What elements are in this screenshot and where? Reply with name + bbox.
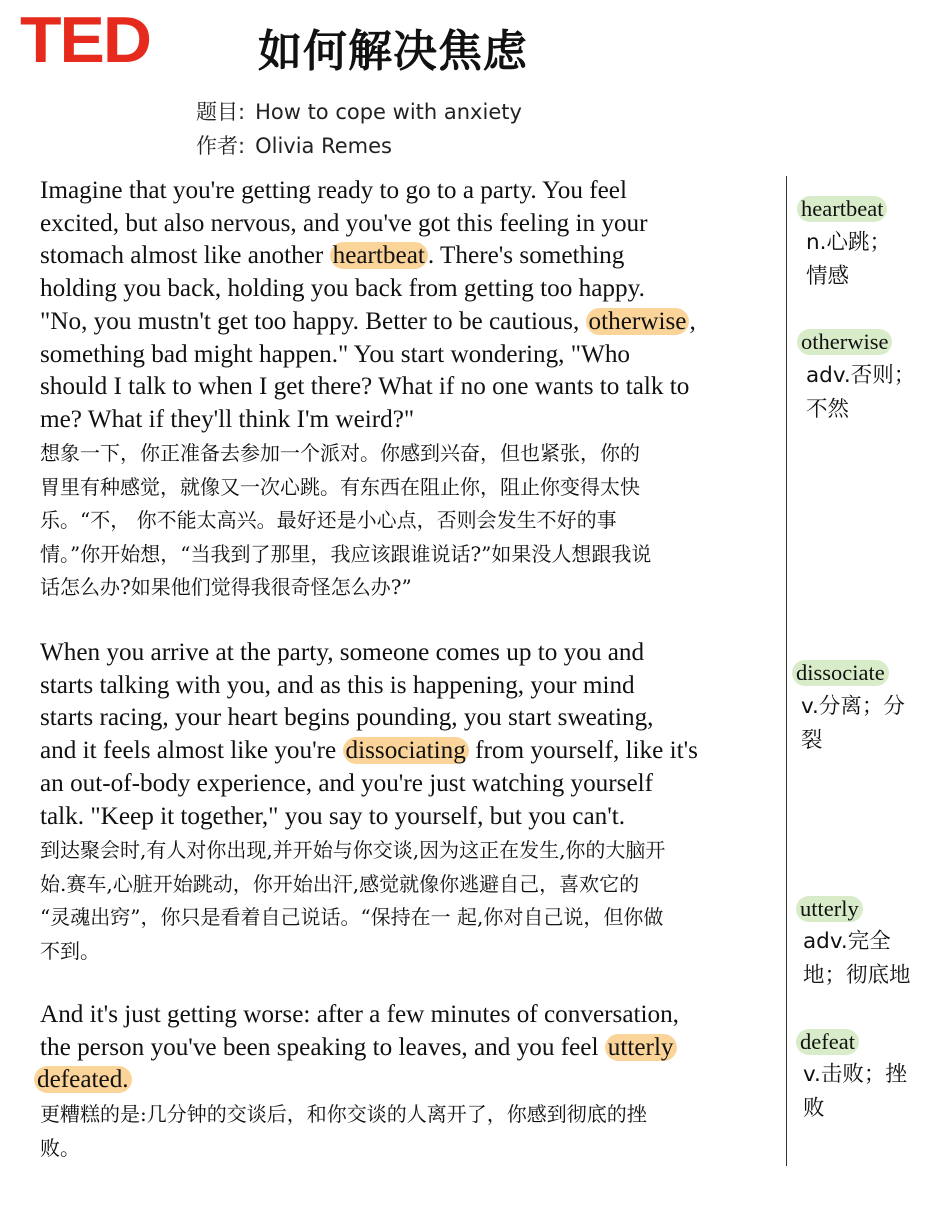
text-line: talk. "Keep it together," you say to yourself, but you can't. [40, 802, 626, 830]
text-line: “灵魂出窍”，你只是看着自己说话。“保持在一 起,你对自己说，但你做 [40, 905, 664, 929]
text-line: excited, but also nervous, and you've got this feeling in your [40, 209, 648, 237]
vocab-word: utterly [796, 896, 863, 922]
paragraph-2-english [40, 637, 785, 833]
text-line: Imagine that you're getting ready to go to a party. You feel [40, 177, 627, 204]
highlighted-word: utterly [605, 1034, 677, 1061]
topic-value: How to cope with anxiety [255, 100, 522, 124]
text-line: an out-of-body experience, and you're just watching yourself [40, 769, 654, 797]
text-line: 不到。 [40, 938, 100, 963]
vocab-word: otherwise [797, 329, 892, 355]
highlighted-word: dissociating [343, 737, 469, 764]
author-label: 作者: [196, 134, 246, 158]
text-line: me? What if they'll think I'm weird?" [40, 405, 415, 433]
text-line: holding you back, holding you back from getting too happy. [40, 275, 645, 303]
text-line: and it feels almost like you're dissociating from yourself, like it's [40, 737, 698, 765]
text-line: 到达聚会时,有人对你出现,并开始与你交谈,因为这正在发生,你的大脑开 [40, 838, 666, 862]
text-line: 更糟糕的是:几分钟的交谈后，和你交谈的人离开了，你感到彻底的挫 [40, 1102, 647, 1126]
text-line: 败。 [40, 1135, 80, 1160]
vocab-definition: n.心跳； 情感 [806, 230, 891, 289]
text-line: should I talk to when I get there? What if no one wants to talk to [40, 373, 690, 401]
topic-label: 题目: [196, 100, 246, 124]
text-line: the person you've been speaking to leaves, and you feel utterly [40, 1032, 785, 1065]
text-line: And it's just getting worse: after a few minutes of conversation, [40, 1001, 679, 1028]
text-line: 胃里有种感觉，就像又一次心跳。有东西在阻止你，阻止你变得太快 [40, 474, 640, 499]
highlighted-word: defeated. [34, 1066, 132, 1093]
paragraph-3-chinese [40, 1098, 785, 1165]
text-line: 话怎么办?如果他们觉得我很奇怪怎么办?” [40, 575, 412, 599]
page-title: 如何解决焦虑 [258, 26, 528, 77]
paragraph-3-english [37, 999, 785, 1097]
vocab-definition: adv.否则； 不然 [806, 363, 916, 422]
ted-logo: TED [20, 4, 150, 77]
highlighted-word: otherwise [586, 308, 690, 335]
vocab-definition: v.分离；分 裂 [801, 694, 905, 753]
vocab-word: dissociate [792, 660, 889, 686]
vocab-definition: v.击败；挫 败 [803, 1062, 907, 1121]
text-line: starts racing, your heart begins pounding, you start sweating, [40, 704, 654, 732]
vocab-definition: adv.完全 地；彻底地 [803, 929, 911, 988]
vocab-word: heartbeat [797, 196, 887, 222]
text-line: When you arrive at the party, someone comes up to you and [40, 639, 645, 666]
text-line: 乐。“不， 你不能太高兴。最好还是小心点，否则会发生不好的事 [40, 508, 617, 532]
text-line: something bad might happen." You start wondering, "Who [40, 340, 631, 368]
paragraph-2-chinese [40, 834, 785, 968]
vocab-word: defeat [796, 1029, 859, 1055]
highlighted-word: heartbeat [330, 242, 428, 269]
vocab-divider [786, 176, 787, 1166]
text-line: stomach almost like another heartbeat . There's something [40, 242, 625, 270]
text-line [37, 1064, 785, 1097]
paragraph-1-chinese [40, 437, 785, 605]
text-line: 想象一下，你正准备去参加一个派对。你感到兴奋，但也紧张，你的 [40, 441, 640, 465]
topic-line [196, 102, 522, 123]
author-value: Olivia Remes [255, 134, 392, 158]
text-line: 情。”你开始想，“当我到了那里，我应该跟谁说话?”如果没人想跟我说 [40, 541, 652, 566]
author-line [196, 136, 392, 157]
text-line: 始.赛车,心脏开始跳动，你开始出汗,感觉就像你逃避自己，喜欢它的 [40, 871, 640, 896]
text-line: "No, you mustn't get too happy. Better to be cautious, otherwise , [40, 307, 696, 335]
paragraph-1-english [40, 175, 785, 437]
text-line: starts talking with you, and as this is happening, your mind [40, 671, 635, 699]
